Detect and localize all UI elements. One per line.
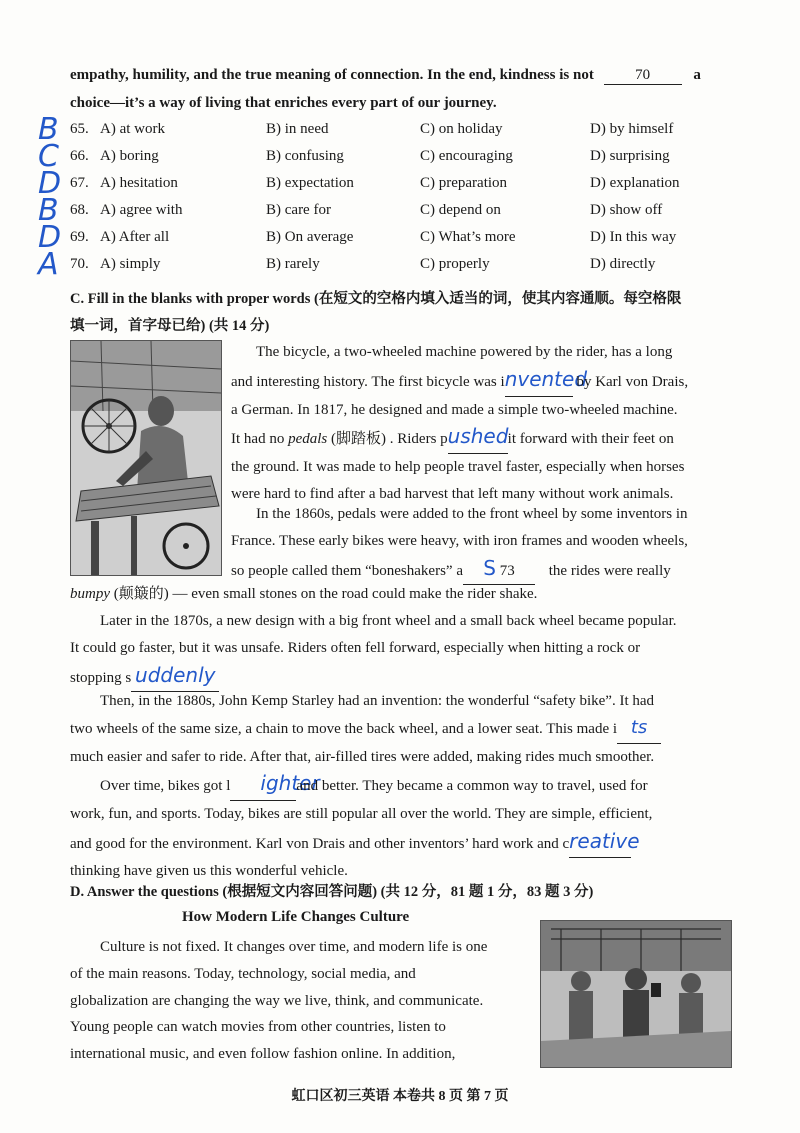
passage-line <box>231 423 731 454</box>
culture-street-illustration <box>541 921 731 1067</box>
question-row <box>70 256 750 278</box>
option-a: A) agree with <box>100 202 183 218</box>
section-c-heading: C. Fill in the blanks with proper words (在短文的空格内填入适当的词，使其内容通顺。每空格限 <box>70 291 682 307</box>
section-d-paragraph <box>70 934 528 1068</box>
passage-line: choice—it’s a way of living that enriches every part of our journey. <box>70 95 497 111</box>
passage-text: Over time, bikes got l <box>100 778 231 794</box>
passage-text: the rides were really <box>548 562 671 579</box>
handwritten-answer: ushed <box>447 424 509 449</box>
passage-line: a German. In 1817, he designed and made a simple two-wheeled machine. <box>231 401 678 418</box>
handwritten-choice: D <box>38 220 62 255</box>
blank-72 <box>448 423 508 454</box>
question-number: 70. <box>70 256 89 272</box>
option-b: B) expectation <box>266 175 354 191</box>
question-number: 69. <box>70 229 89 245</box>
section-c-paragraph-5 <box>70 770 732 885</box>
passage-line: work, fun, and sports. Today, bikes are still popular all over the world. They are simple, efficient, <box>70 805 653 822</box>
section-c-paragraph-3 <box>70 608 732 692</box>
blank-77 <box>569 828 640 859</box>
option-a: A) boring <box>100 148 159 164</box>
option-a: A) at work <box>100 121 165 137</box>
handwritten-choice: B <box>38 193 59 228</box>
handwritten-answer: nvented <box>504 366 588 391</box>
section-d-heading: D. Answer the questions (根据短文内容回答问题) (共 12 分，81 题 1 分，83 题 3 分) <box>70 884 594 900</box>
passage-line: of the main reasons. Today, technology, social media, and <box>70 965 416 982</box>
handwritten-answer: ts <box>630 716 648 738</box>
article-title: How Modern Life Changes Culture <box>182 909 410 925</box>
option-c: C) on holiday <box>420 121 503 137</box>
handwritten-answer: ighter <box>260 771 320 795</box>
option-d: D) directly <box>590 256 656 272</box>
passage-line: Then, in the 1880s, John Kemp Starley had an invention: the wonderful “safety bike”. It had <box>100 693 655 709</box>
question-number: 66. <box>70 148 89 164</box>
handwritten-answer: S <box>483 555 496 580</box>
passage-text: (颠簸的) — even small stones on the road could make the rider shake. <box>113 586 538 602</box>
passage-text: and better. They became a common way to travel, used for <box>296 778 648 794</box>
option-d: D) by himself <box>590 121 674 137</box>
passage-text: (脚踏板) . Riders p <box>331 431 448 448</box>
passage-line: the ground. It was made to help people travel faster, especially when horses <box>231 459 685 476</box>
option-b: B) On average <box>266 229 354 245</box>
passage-line <box>70 828 732 859</box>
passage-line: thinking have given us this wonderful vehicle. <box>70 863 348 880</box>
passage-text: stopping s <box>70 669 132 686</box>
handwritten-answer: reative <box>569 828 640 853</box>
question-row <box>70 229 750 251</box>
option-b: B) confusing <box>266 148 344 164</box>
handwritten-answer: uddenly <box>135 662 216 687</box>
passage-line: Later in the 1870s, a new design with a big front wheel and a small back wheel became popular. <box>100 613 677 629</box>
passage-text: It had no <box>231 431 285 448</box>
option-a: A) simply <box>100 256 161 272</box>
option-b: B) rarely <box>266 256 320 272</box>
passage-line <box>70 715 732 744</box>
passage-line: It could go faster, but it was unsafe. Riders often fell forward, especially when hitting a rock or <box>70 639 641 656</box>
passage-line <box>70 582 537 603</box>
page-footer: 虹口区初三英语 本卷共 8 页 第 7 页 <box>291 1089 509 1104</box>
option-c: C) What’s more <box>420 229 516 245</box>
passage-line <box>70 67 701 85</box>
section-c-paragraph-4 <box>70 688 732 770</box>
bicycle-workshop-image <box>70 340 222 576</box>
passage-line: much easier and safer to ride. After that, air-filled tires were added, making rides much smoother. <box>70 748 655 765</box>
handwritten-choice: C <box>38 139 59 174</box>
question-row <box>70 202 750 224</box>
option-c: C) properly <box>420 256 490 272</box>
question-number: 68. <box>70 202 89 218</box>
handwritten-choice: A <box>38 247 59 282</box>
option-d: D) show off <box>590 202 663 218</box>
passage-line: international music, and even follow fashion online. In addition, <box>70 1046 456 1063</box>
passage-text: empathy, humility, and the true meaning of connection. In the end, kindness is not <box>70 67 594 83</box>
blank-75 <box>617 715 661 744</box>
section-c-paragraph-2 <box>231 501 731 585</box>
question-row <box>70 175 750 197</box>
question-row <box>70 148 750 170</box>
blank-number: 73 <box>499 562 515 579</box>
blank-73 <box>463 555 535 586</box>
blank-76 <box>230 770 320 801</box>
passage-text: so people called them “boneshakers” a <box>231 562 463 579</box>
passage-line: were hard to find after a bad harvest that left many without work animals. <box>231 485 674 502</box>
passage-text: two wheels of the same size, a chain to move the back wheel, and a lower seat. This made i <box>70 720 618 737</box>
option-c: C) preparation <box>420 175 508 191</box>
passage-text: and interesting history. The first bicycle was i <box>231 373 505 390</box>
section-c-paragraph-1 <box>231 339 731 508</box>
passage-text: it forward with their feet on <box>507 431 674 448</box>
handwritten-choice: D <box>38 166 62 201</box>
passage-text: a <box>693 67 701 83</box>
question-number: 67. <box>70 175 89 191</box>
bicycle-workshop-illustration <box>71 341 221 575</box>
passage-text: pedals <box>288 431 328 448</box>
passage-line: France. These early bikes were heavy, with iron frames and wooden wheels, <box>231 532 688 549</box>
question-number: 65. <box>70 121 89 137</box>
option-b: B) in need <box>266 121 329 137</box>
passage-line: Culture is not fixed. It changes over time, and modern life is one <box>100 939 488 955</box>
passage-line: globalization are changing the way we live, think, and communicate. <box>70 992 484 1009</box>
blank-71 <box>504 366 588 397</box>
option-a: A) After all <box>100 229 170 245</box>
option-c: C) encouraging <box>420 148 513 164</box>
culture-street-image <box>540 920 732 1068</box>
option-c: C) depend on <box>420 202 501 218</box>
option-d: D) In this way <box>590 229 677 245</box>
option-b: B) care for <box>266 202 331 218</box>
passage-text: bumpy <box>70 586 110 602</box>
passage-text: and good for the environment. Karl von Drais and other inventors’ hard work and c <box>70 835 570 852</box>
option-d: D) surprising <box>590 148 670 164</box>
passage-line: The bicycle, a two-wheeled machine powered by the rider, has a long <box>256 344 673 360</box>
option-d: D) explanation <box>590 175 680 191</box>
blank-70: 70 <box>604 67 682 85</box>
passage-line <box>70 770 732 801</box>
option-a: A) hesitation <box>100 175 178 191</box>
passage-line <box>231 555 731 586</box>
question-row <box>70 121 750 143</box>
passage-line: In the 1860s, pedals were added to the front wheel by some inventors in <box>256 506 688 522</box>
passage-line: Young people can watch movies from other countries, listen to <box>70 1019 446 1036</box>
section-c-heading-line2: 填一词，首字母已给) (共 14 分) <box>70 318 270 334</box>
passage-text: by Karl von Drais, <box>576 373 689 390</box>
passage-line <box>231 366 731 397</box>
handwritten-choice: B <box>38 112 59 147</box>
